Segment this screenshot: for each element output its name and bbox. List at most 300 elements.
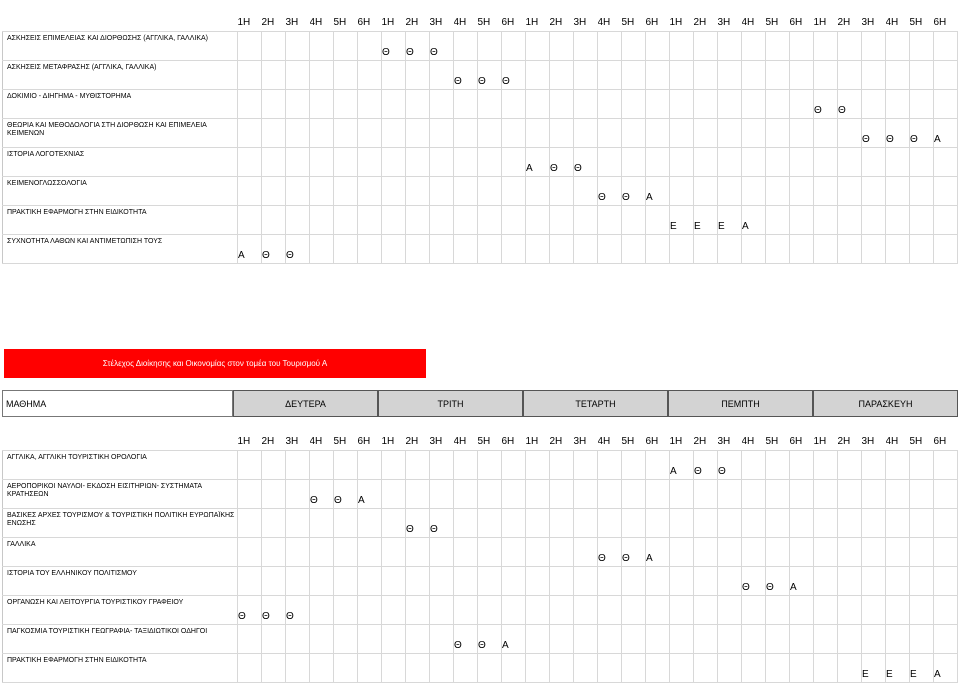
schedule-cell — [790, 118, 814, 147]
schedule-cell — [502, 205, 526, 234]
period-header: 6Η — [789, 16, 803, 28]
schedule-cell — [406, 205, 430, 234]
schedule-cell: Θ — [382, 31, 406, 60]
schedule-cell — [406, 537, 430, 566]
schedule-cell — [526, 624, 550, 653]
schedule-cell — [814, 60, 838, 89]
subject-name: ΟΡΓΑΝΩΣΗ ΚΑΙ ΛΕΙΤΟΥΡΓΙΑ ΤΟΥΡΙΣΤΙΚΟΥ ΓΡΑΦΕΙΟΥ — [3, 595, 238, 624]
schedule-cell — [934, 566, 958, 595]
schedule-cell — [598, 234, 622, 263]
period-header: 4Η — [453, 435, 467, 447]
schedule-cell — [814, 508, 838, 537]
table-row — [3, 118, 958, 147]
period-header: 6Η — [933, 16, 947, 28]
schedule-cell: Θ — [430, 508, 454, 537]
schedule-cell — [646, 566, 670, 595]
schedule-cell — [694, 595, 718, 624]
schedule-cell — [262, 450, 286, 479]
schedule-cell — [742, 118, 766, 147]
schedule-cell — [766, 176, 790, 205]
schedule-cell — [670, 624, 694, 653]
schedule-cell — [814, 176, 838, 205]
schedule-cell — [550, 566, 574, 595]
schedule-cell — [382, 205, 406, 234]
schedule-cell: Ε — [718, 205, 742, 234]
schedule-cell — [238, 508, 262, 537]
schedule-cell — [670, 595, 694, 624]
schedule-cell: Θ — [406, 508, 430, 537]
schedule-cell — [550, 479, 574, 508]
schedule-cell — [358, 566, 382, 595]
schedule-cell — [262, 60, 286, 89]
schedule-cell — [430, 479, 454, 508]
schedule-cell — [430, 653, 454, 682]
schedule-cell — [526, 118, 550, 147]
schedule-cell — [310, 537, 334, 566]
schedule-cell — [670, 479, 694, 508]
period-header: 2Η — [837, 16, 851, 28]
subject-name: ΑΓΓΛΙΚΑ, ΑΓΓΛΙΚΗ ΤΟΥΡΙΣΤΙΚΗ ΟΡΟΛΟΓΙΑ — [3, 450, 238, 479]
schedule-cell — [478, 595, 502, 624]
schedule-cell — [286, 566, 310, 595]
schedule-cell — [382, 508, 406, 537]
schedule-cell — [478, 147, 502, 176]
schedule-cell — [382, 450, 406, 479]
period-header: 1Η — [381, 435, 395, 447]
period-header: 3Η — [573, 16, 587, 28]
schedule-cell — [574, 566, 598, 595]
schedule-cell — [646, 479, 670, 508]
schedule-cell — [814, 653, 838, 682]
schedule-cell — [910, 450, 934, 479]
schedule-cell — [358, 147, 382, 176]
day-header-monday: ΔΕΥΤΕΡΑ — [233, 390, 378, 417]
schedule-cell — [406, 234, 430, 263]
schedule-cell: Θ — [766, 566, 790, 595]
schedule-cell: Α — [742, 205, 766, 234]
schedule-cell: Θ — [310, 479, 334, 508]
period-header: 4Η — [309, 16, 323, 28]
period-header: 4Η — [597, 16, 611, 28]
subject-name: ΚΕΙΜΕΝΟΓΛΩΣΣΟΛΟΓΙΑ — [3, 176, 238, 205]
day-header-thursday: ΠΕΜΠΤΗ — [668, 390, 813, 417]
schedule-cell — [742, 234, 766, 263]
schedule-cell — [838, 566, 862, 595]
schedule-cell — [742, 31, 766, 60]
schedule-cell — [718, 508, 742, 537]
schedule-cell — [742, 89, 766, 118]
schedule-cell — [838, 508, 862, 537]
period-header: 3Η — [429, 16, 443, 28]
schedule-cell — [502, 508, 526, 537]
schedule-cell: Θ — [406, 31, 430, 60]
schedule-cell: Θ — [886, 118, 910, 147]
schedule-cell: Α — [526, 147, 550, 176]
schedule-cell — [454, 234, 478, 263]
schedule-cell — [934, 89, 958, 118]
schedule-cell: Θ — [814, 89, 838, 118]
schedule-cell — [454, 147, 478, 176]
schedule-cell — [910, 176, 934, 205]
schedule-cell — [910, 60, 934, 89]
schedule-cell — [934, 176, 958, 205]
schedule-cell — [598, 508, 622, 537]
schedule-cell — [262, 147, 286, 176]
schedule-cell — [358, 118, 382, 147]
schedule-cell — [862, 31, 886, 60]
schedule-cell — [550, 537, 574, 566]
schedule-cell — [478, 234, 502, 263]
subject-name: ΔΟΚΙΜΙΟ - ΔΙΗΓΗΜΑ - ΜΥΘΙΣΤΟΡΗΜΑ — [3, 89, 238, 118]
schedule-cell — [406, 479, 430, 508]
schedule-cell — [286, 89, 310, 118]
schedule-cell — [334, 147, 358, 176]
schedule-cell — [334, 595, 358, 624]
schedule-cell — [910, 537, 934, 566]
schedule-cell — [814, 31, 838, 60]
schedule-cell — [934, 60, 958, 89]
schedule-cell — [574, 89, 598, 118]
schedule-cell — [694, 176, 718, 205]
schedule-cell — [910, 566, 934, 595]
schedule-cell — [526, 508, 550, 537]
period-header: 2Η — [261, 435, 275, 447]
period-header: 4Η — [597, 435, 611, 447]
schedule-cell — [694, 479, 718, 508]
schedule-cell — [454, 176, 478, 205]
schedule-cell — [622, 508, 646, 537]
schedule-cell — [478, 537, 502, 566]
schedule-cell — [334, 118, 358, 147]
schedule-cell — [334, 450, 358, 479]
schedule-cell — [502, 89, 526, 118]
table-row — [3, 566, 958, 595]
schedule-cell: Α — [238, 234, 262, 263]
schedule-cell — [262, 205, 286, 234]
schedule-cell — [238, 653, 262, 682]
schedule-cell — [790, 147, 814, 176]
schedule-cell — [862, 176, 886, 205]
period-header: 3Η — [861, 16, 875, 28]
schedule-table-bottom — [2, 433, 958, 683]
schedule-cell — [646, 31, 670, 60]
schedule-cell — [526, 176, 550, 205]
schedule-cell — [598, 60, 622, 89]
schedule-cell — [910, 234, 934, 263]
schedule-cell — [790, 537, 814, 566]
schedule-cell — [790, 89, 814, 118]
schedule-cell — [742, 60, 766, 89]
schedule-cell: Α — [358, 479, 382, 508]
period-header: 2Η — [405, 16, 419, 28]
schedule-cell — [526, 479, 550, 508]
subject-name: ΑΕΡΟΠΟΡΙΚΟΙ ΝΑΥΛΟΙ- ΕΚΔΟΣΗ ΕΙΣΙΤΗΡΙΩΝ- ΣΥΣΤΗΜΑΤΑ ΚΡΑΤΗΣΕΩΝ — [3, 479, 238, 508]
schedule-cell — [262, 479, 286, 508]
schedule-cell — [238, 118, 262, 147]
schedule-cell — [406, 176, 430, 205]
schedule-cell — [430, 89, 454, 118]
schedule-cell — [934, 205, 958, 234]
schedule-cell — [382, 147, 406, 176]
schedule-cell — [262, 31, 286, 60]
schedule-cell — [550, 176, 574, 205]
table-row — [3, 60, 958, 89]
schedule-cell — [862, 508, 886, 537]
period-header: 6Η — [501, 16, 515, 28]
schedule-cell — [598, 450, 622, 479]
schedule-cell — [766, 624, 790, 653]
schedule-cell — [262, 508, 286, 537]
schedule-cell — [886, 508, 910, 537]
schedule-cell — [838, 205, 862, 234]
schedule-cell — [526, 537, 550, 566]
schedule-cell — [814, 147, 838, 176]
period-header: 2Η — [837, 435, 851, 447]
schedule-cell — [862, 89, 886, 118]
subject-name: ΠΡΑΚΤΙΚΗ ΕΦΑΡΜΟΓΗ ΣΤΗΝ ΕΙΔΙΚΟΤΗΤΑ — [3, 653, 238, 682]
schedule-cell: Θ — [910, 118, 934, 147]
table-row — [3, 624, 958, 653]
schedule-cell: Α — [646, 176, 670, 205]
schedule-cell — [334, 176, 358, 205]
schedule-cell — [766, 537, 790, 566]
period-header: 1Η — [813, 16, 827, 28]
period-header: 5Η — [333, 435, 347, 447]
period-header: 3Η — [285, 16, 299, 28]
schedule-cell — [742, 147, 766, 176]
schedule-cell — [262, 176, 286, 205]
schedule-cell — [574, 60, 598, 89]
period-header: 2Η — [693, 16, 707, 28]
schedule-cell — [886, 537, 910, 566]
schedule-cell: Θ — [598, 176, 622, 205]
schedule-cell — [502, 234, 526, 263]
schedule-cell — [406, 624, 430, 653]
table-row — [3, 234, 958, 263]
schedule-cell — [406, 595, 430, 624]
table-row — [3, 89, 958, 118]
period-header: 4Η — [309, 435, 323, 447]
schedule-cell — [814, 537, 838, 566]
schedule-cell — [622, 118, 646, 147]
schedule-cell — [358, 176, 382, 205]
schedule-cell — [286, 450, 310, 479]
schedule-cell — [838, 537, 862, 566]
schedule-cell: Ε — [694, 205, 718, 234]
schedule-cell — [310, 508, 334, 537]
day-header-bar — [2, 390, 958, 419]
schedule-cell — [790, 31, 814, 60]
schedule-cell — [694, 537, 718, 566]
schedule-cell — [862, 205, 886, 234]
period-header: 6Η — [933, 435, 947, 447]
schedule-cell: Θ — [238, 595, 262, 624]
schedule-cell — [742, 653, 766, 682]
schedule-cell — [406, 89, 430, 118]
schedule-cell — [766, 450, 790, 479]
schedule-cell — [238, 479, 262, 508]
schedule-cell — [934, 450, 958, 479]
period-header: 1Η — [525, 435, 539, 447]
schedule-cell — [598, 624, 622, 653]
schedule-cell — [862, 450, 886, 479]
schedule-cell: Θ — [262, 234, 286, 263]
period-header: 1Η — [381, 16, 395, 28]
schedule-cell — [550, 595, 574, 624]
schedule-cell — [742, 508, 766, 537]
schedule-cell — [382, 595, 406, 624]
table-row — [3, 31, 958, 60]
schedule-cell — [262, 537, 286, 566]
schedule-cell — [334, 566, 358, 595]
schedule-cell — [910, 31, 934, 60]
schedule-cell — [574, 118, 598, 147]
schedule-cell — [334, 205, 358, 234]
schedule-cell — [502, 595, 526, 624]
table-row — [3, 450, 958, 479]
schedule-cell — [694, 147, 718, 176]
schedule-cell — [478, 89, 502, 118]
schedule-cell: Θ — [334, 479, 358, 508]
schedule-cell — [502, 566, 526, 595]
schedule-cell — [598, 566, 622, 595]
schedule-cell: Θ — [622, 537, 646, 566]
schedule-cell — [334, 234, 358, 263]
schedule-cell — [934, 624, 958, 653]
schedule-cell — [862, 60, 886, 89]
schedule-cell — [766, 31, 790, 60]
schedule-cell — [478, 176, 502, 205]
schedule-cell — [238, 450, 262, 479]
schedule-cell: Α — [790, 566, 814, 595]
schedule-cell — [406, 60, 430, 89]
schedule-cell — [454, 595, 478, 624]
schedule-cell — [454, 205, 478, 234]
schedule-cell — [310, 450, 334, 479]
schedule-cell — [694, 234, 718, 263]
schedule-cell — [622, 234, 646, 263]
schedule-cell — [670, 147, 694, 176]
schedule-cell — [670, 508, 694, 537]
schedule-cell — [238, 31, 262, 60]
schedule-cell — [814, 595, 838, 624]
schedule-cell — [814, 234, 838, 263]
table-row — [3, 595, 958, 624]
subject-name: ΙΣΤΟΡΙΑ ΛΟΓΟΤΕΧΝΙΑΣ — [3, 147, 238, 176]
schedule-cell — [382, 479, 406, 508]
schedule-cell — [286, 205, 310, 234]
schedule-cell — [526, 450, 550, 479]
schedule-cell — [526, 31, 550, 60]
schedule-cell — [934, 595, 958, 624]
schedule-cell — [694, 508, 718, 537]
schedule-cell: Ε — [862, 653, 886, 682]
schedule-cell — [262, 624, 286, 653]
schedule-cell — [886, 205, 910, 234]
schedule-cell — [526, 89, 550, 118]
schedule-cell — [934, 234, 958, 263]
day-header-wednesday: ΤΕΤΑΡΤΗ — [523, 390, 668, 417]
schedule-cell — [286, 508, 310, 537]
schedule-cell — [574, 595, 598, 624]
schedule-cell — [622, 60, 646, 89]
schedule-cell — [742, 624, 766, 653]
schedule-cell — [646, 450, 670, 479]
period-header: 1Η — [525, 16, 539, 28]
schedule-cell — [358, 31, 382, 60]
schedule-cell — [766, 234, 790, 263]
schedule-cell — [886, 479, 910, 508]
schedule-cell — [694, 31, 718, 60]
schedule-cell — [454, 89, 478, 118]
schedule-cell — [478, 479, 502, 508]
schedule-cell — [478, 508, 502, 537]
schedule-cell — [622, 624, 646, 653]
schedule-cell — [382, 537, 406, 566]
schedule-table-top — [2, 14, 958, 264]
schedule-cell — [358, 89, 382, 118]
schedule-cell: Θ — [286, 595, 310, 624]
schedule-cell — [454, 537, 478, 566]
schedule-cell — [646, 147, 670, 176]
schedule-cell — [622, 147, 646, 176]
schedule-cell — [574, 479, 598, 508]
schedule-cell: Α — [934, 653, 958, 682]
schedule-cell — [406, 118, 430, 147]
schedule-cell — [814, 205, 838, 234]
schedule-cell — [358, 624, 382, 653]
schedule-cell — [838, 60, 862, 89]
schedule-cell — [310, 653, 334, 682]
table-row — [3, 205, 958, 234]
schedule-cell: Θ — [502, 60, 526, 89]
schedule-cell — [598, 479, 622, 508]
schedule-cell — [814, 450, 838, 479]
schedule-cell — [886, 147, 910, 176]
schedule-cell — [430, 176, 454, 205]
header-blank — [3, 14, 238, 31]
schedule-cell — [670, 537, 694, 566]
period-header: 2Η — [549, 16, 563, 28]
table-row — [3, 176, 958, 205]
schedule-cell — [838, 653, 862, 682]
schedule-cell — [694, 60, 718, 89]
schedule-cell — [430, 566, 454, 595]
schedule-cell — [454, 479, 478, 508]
schedule-cell — [310, 624, 334, 653]
schedule-cell — [310, 176, 334, 205]
subject-name: ΙΣΤΟΡΙΑ ΤΟΥ ΕΛΛΗΝΙΚΟΥ ΠΟΛΙΤΙΣΜΟΥ — [3, 566, 238, 595]
schedule-cell — [670, 234, 694, 263]
period-header: 6Η — [501, 435, 515, 447]
schedule-cell — [862, 566, 886, 595]
period-header: 1Η — [237, 435, 251, 447]
schedule-cell — [238, 624, 262, 653]
schedule-cell — [622, 31, 646, 60]
schedule-cell — [406, 653, 430, 682]
schedule-cell — [238, 566, 262, 595]
schedule-cell — [550, 205, 574, 234]
schedule-cell — [790, 624, 814, 653]
schedule-cell — [718, 624, 742, 653]
schedule-cell — [262, 118, 286, 147]
schedule-cell — [814, 566, 838, 595]
period-header: 4Η — [453, 16, 467, 28]
schedule-cell — [502, 147, 526, 176]
schedule-cell: Θ — [454, 60, 478, 89]
schedule-cell — [934, 479, 958, 508]
subject-name: ΠΡΑΚΤΙΚΗ ΕΦΑΡΜΟΓΗ ΣΤΗΝ ΕΙΔΙΚΟΤΗΤΑ — [3, 205, 238, 234]
